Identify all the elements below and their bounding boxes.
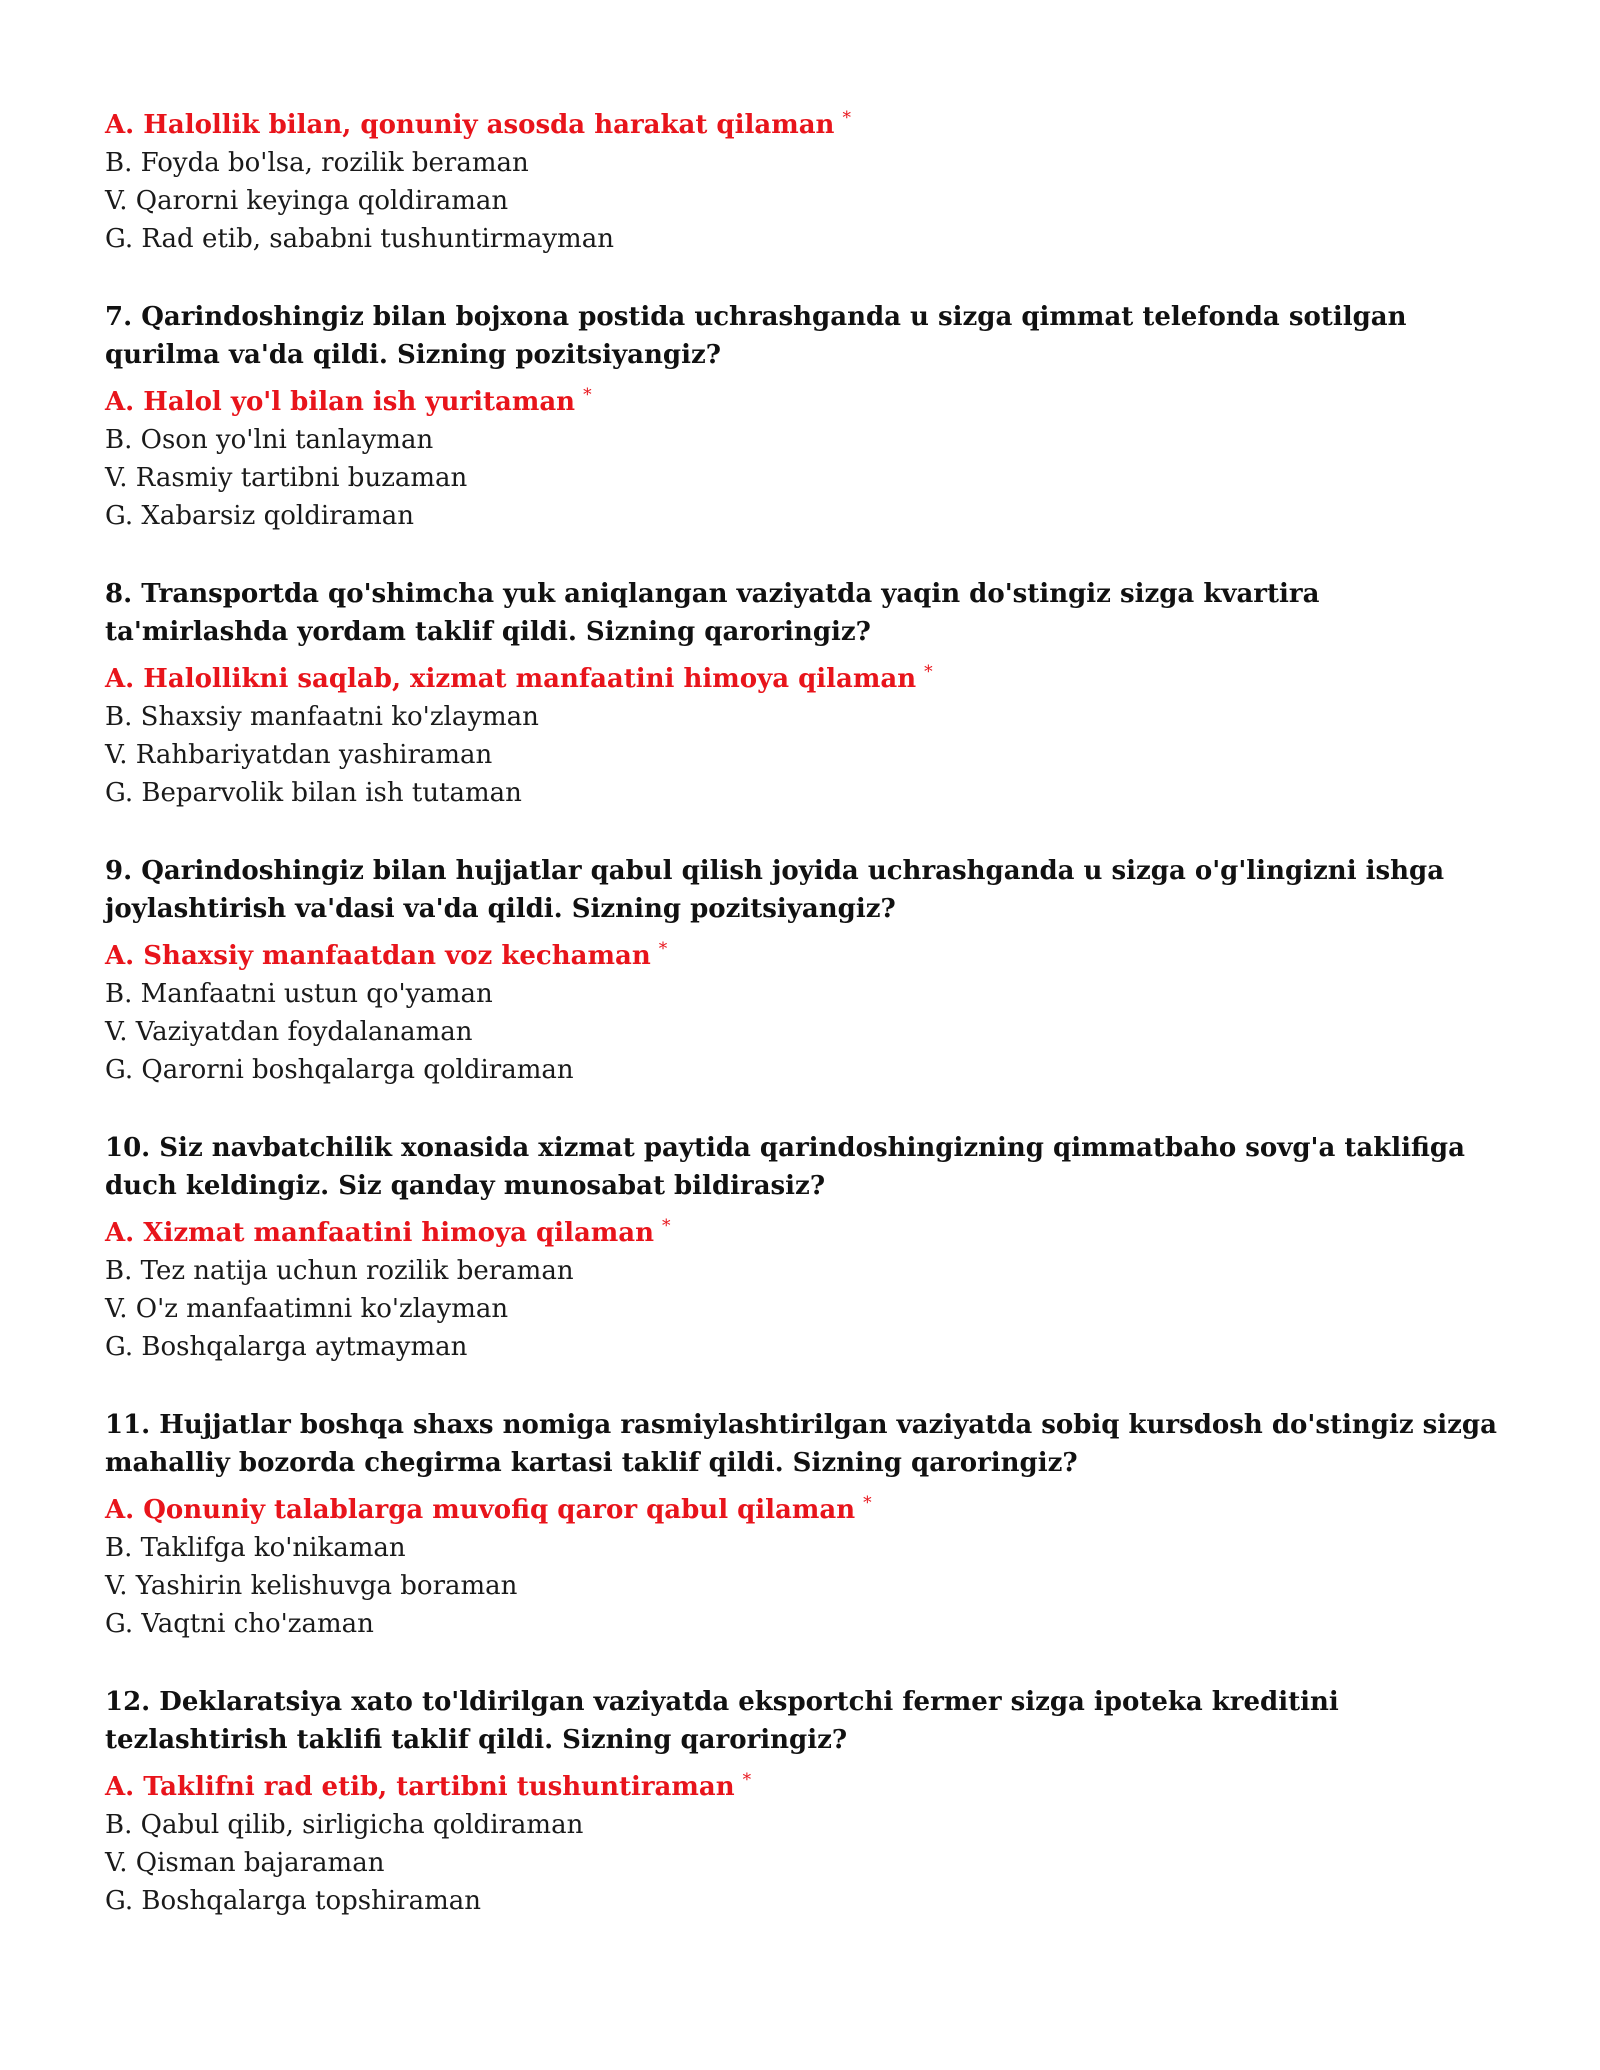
answer-option: G. Xabarsiz qoldiraman — [105, 501, 414, 531]
answer-option: B. Shaxsiy manfaatni ko'zlayman — [105, 702, 539, 732]
answer-option: V. Yashirin kelishuvga boraman — [105, 1571, 518, 1601]
answer-option: V. Qarorni keyinga qoldiraman — [105, 186, 509, 216]
answer-option: V. Rasmiy tartibni buzaman — [105, 463, 468, 493]
question-block — [105, 1683, 1500, 1920]
correct-answer: A. Xizmat manfaatini himoya qilaman * — [105, 1216, 671, 1248]
correct-answer: A. Shaxsiy manfaatdan voz kechaman * — [105, 939, 668, 971]
answer-option: V. O'z manfaatimni ko'zlayman — [105, 1294, 509, 1324]
answer-option: B. Oson yo'lni tanlayman — [105, 425, 434, 455]
correct-answer: A. Qonuniy talablarga muvofiq qaror qabul qilaman * — [105, 1493, 872, 1525]
answer-option: V. Vaziyatdan foydalanaman — [105, 1017, 473, 1047]
question-block — [105, 852, 1500, 1089]
question-block — [105, 99, 1500, 258]
correct-answer: A. Halollik bilan, qonuniy asosda harakat qilaman * — [105, 108, 851, 140]
question-text: 9. Qarindoshingiz bilan hujjatlar qabul qilish joyida uchrashganda u sizga o'g'lingizni ishga joylashtirish va'dasi va'da qildi. Sizning pozitsiyangiz? — [105, 856, 1445, 924]
answer-option: G. Qarorni boshqalarga qoldiraman — [105, 1055, 574, 1085]
correct-answer: A. Halol yo'l bilan ish yuritaman * — [105, 385, 592, 417]
answer-option: B. Taklifga ko'nikaman — [105, 1533, 406, 1563]
correct-answer: A. Taklifni rad etib, tartibni tushuntiraman * — [105, 1770, 752, 1802]
answer-option: B. Foyda bo'lsa, rozilik beraman — [105, 148, 529, 178]
answer-option: V. Qisman bajaraman — [105, 1848, 385, 1878]
answer-option: V. Rahbariyatdan yashiraman — [105, 740, 493, 770]
question-block — [105, 1129, 1500, 1366]
question-text: 11. Hujjatlar boshqa shaxs nomiga rasmiylashtirilgan vaziyatda sobiq kursdosh do'stingiz sizga mahalliy bozorda chegirma kartasi taklif qildi. Sizning qaroringiz? — [105, 1410, 1497, 1478]
correct-mark: * — [742, 1770, 752, 1790]
answer-option: B. Manfaatni ustun qo'yaman — [105, 979, 493, 1009]
question-block — [105, 575, 1500, 812]
answer-option: G. Rad etib, sababni tushuntirmayman — [105, 224, 614, 254]
question-block — [105, 298, 1500, 535]
correct-answer: A. Halollikni saqlab, xizmat manfaatini himoya qilaman * — [105, 662, 933, 694]
correct-mark: * — [583, 385, 592, 405]
question-text: 8. Transportda qo'shimcha yuk aniqlangan vaziyatda yaqin do'stingiz sizga kvartira ta'mirlashda yordam taklif qildi. Sizning qaroringiz? — [105, 579, 1320, 647]
question-block — [105, 1406, 1500, 1643]
question-text: 12. Deklaratsiya xato to'ldirilgan vaziyatda eksportchi fermer sizga ipoteka kreditini tezlashtirish taklifi taklif qildi. Sizning qaroringiz? — [105, 1687, 1339, 1755]
correct-mark: * — [662, 1216, 671, 1236]
question-text: 10. Siz navbatchilik xonasida xizmat paytida qarindoshingizning qimmatbaho sovg'a taklifiga duch keldingiz. Siz qanday munosabat bildirasiz? — [105, 1133, 1465, 1201]
answer-option: G. Vaqtni cho'zaman — [105, 1609, 374, 1639]
answer-option: B. Qabul qilib, sirligicha qoldiraman — [105, 1810, 584, 1840]
correct-mark: * — [924, 662, 933, 682]
correct-mark: * — [658, 939, 668, 959]
answer-option: G. Boshqalarga aytmayman — [105, 1332, 468, 1362]
answer-option: G. Boshqalarga topshiraman — [105, 1886, 481, 1916]
answer-option: B. Tez natija uchun rozilik beraman — [105, 1256, 574, 1286]
answer-option: G. Beparvolik bilan ish tutaman — [105, 778, 522, 808]
question-text: 7. Qarindoshingiz bilan bojxona postida uchrashganda u sizga qimmat telefonda sotilgan qurilma va'da qildi. Sizning pozitsiyangiz? — [105, 302, 1407, 370]
correct-mark: * — [863, 1493, 872, 1513]
correct-mark: * — [842, 108, 851, 128]
